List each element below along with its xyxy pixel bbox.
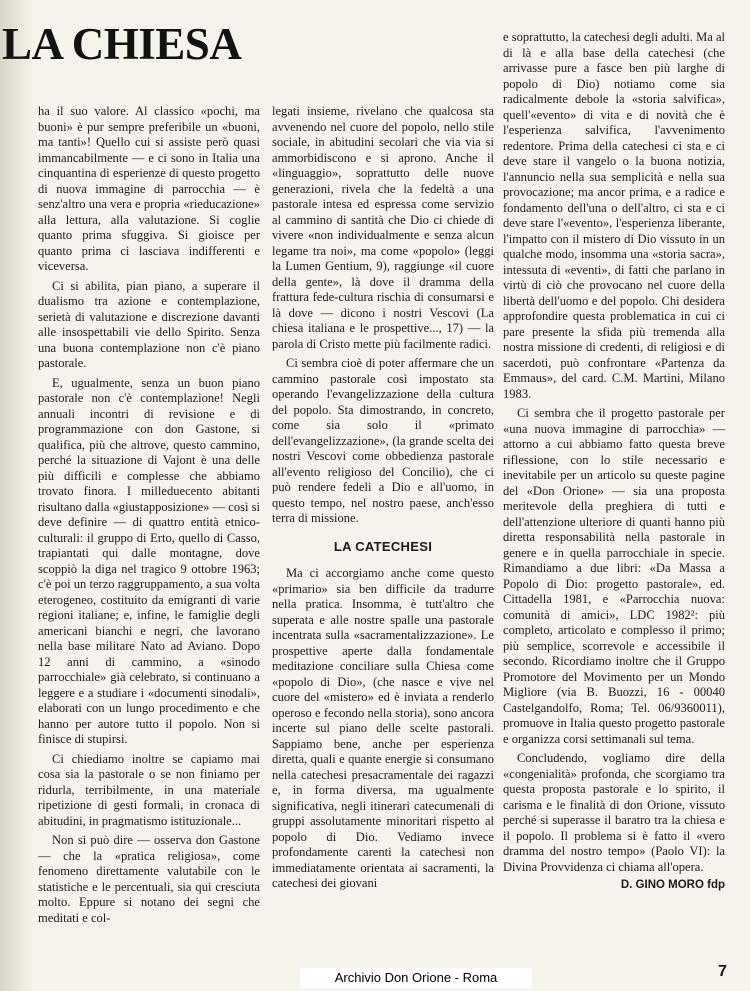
paragraph: Ma ci accorgiamo anche come questo «primario» sia ben difficile da tradurre nella pratica. Insomma, è tutt'altro che superata e alle nostre spalle una pastorale incentrata sulla «sacramentalizzazione». Le prospettive aperte dalla fondamentale meditazione conciliare sulla Chiesa come «popolo di Dio», (che nasce e vive nel cuore del «mistero» ed è inviata a renderlo operoso e fecondo nella storia), sono ancora incerte sul piano delle scelte pastorali. Sappiamo bene, anche per esperienza diretta, quali e quante energie si consumano nella catechesi presacramentale dei ragazzi e, in forma diversa, ma ugualmente significativa, negli itinerari catecumenali di gruppi assolutamente minoritari rispetto al popolo di Dio. Vediamo invece profondamente carenti la catechesi non immediatamente orientata ai sacramenti, la catechesi dei giovani — [272, 566, 494, 890]
paragraph: e soprattutto, la catechesi degli adulti. Ma al di là e alla base della catechesi (che arrivasse pure a fasce ben più larghe di popolo di Dio) notiamo come sia radicalmente debole la «storia salvifica», quell'«evento» di vita e di novità che è l'esperienza salvifica, l'avvenimento redentore. Prima della catechesi ci sta e ci deve stare il vangelo o la buona notizia, l'annuncio nella sua semplicità e nella sua provocazione; ma ancor prima, e a radice e fondamento dell'una o dell'altro, ci sta e ci deve stare l'«evento», l'esperienza liberante, l'impatto con il mistero di Dio vissuto in un qualche modo, insomma una «storia sacra», intessuta di «eventi», di fatti che parlano in virtù di ciò che provocano nel cuore della libertà dell'uomo e del popolo. Chi desidera approfondire questa problematica in cui ci pare presente la sfida più tremenda alla nostra missione di credenti, di religiosi e di sacerdoti, può confrontare «Partenza da Emmaus», del card. C.M. Martini, Milano 1983. — [503, 30, 725, 401]
page-number: 7 — [718, 963, 727, 980]
section-subheading: LA CATECHESI — [333, 538, 433, 554]
paragraph: E, ugualmente, senza un buon piano pastorale non c'è contemplazione! Negli annuali incontri di revisione e di programmazione con don Gastone, si qualifica, più che altrove, questo cammino, perché la situazione di Vajont è una delle più difficili e complesse che abbiamo trovato finora. I milleduecento abitanti risultano dalla «giustapposizione» — così si deve definire — di quattro entità etnico-culturali: il gruppo di Erto, quello di Casso, trapiantati qui dalle montagne, dove scoppiò la diga nel tragico 9 ottobre 1963; c'è poi un terzo raggruppamento, a sua volta eterogeneo, costituito da emigranti di varie regioni italiane; e, infine, le famiglie degli americani bianchi e negri, che lavorano nella base militare Nato ad Aviano. Dopo 12 anni di cammino, a «sinodo parrocchiale» già celebrato, si continuano a leggere e a studiare i «documenti sinodali», elaborati con un lungo procedimento e che hanno per autore tutto il popolo. Non si finisce di stupirsi. — [38, 375, 260, 746]
paragraph: Ci sembra cioè di poter affermare che un cammino pastorale così impostato sta operando l'evangelizzazione della cultura del popolo. Sta dimostrando, in concreto, come sia solo il «primato dell'evangelizzazione», (la grande scelta dei nostri Vescovi come obbedienza pastorale all'evento religioso del Concilio), che ci può rendere fedeli a Dio e all'uomo, in questo tempo, nel nostro paese, anch'esso terra di missione. — [272, 356, 494, 525]
paragraph: Concludendo, vogliamo dire della «congenialità» profonda, che scorgiamo tra questa proposta pastorale e lo spirito, il carisma e le finalità di don Orione, vissuto perché si superasse il baratro tra la chiesa e il popolo. Il problema si è fatto il «vero dramma del nostro tempo» (Paolo VI): la Divina Provvidenza ci chiama all'opera. — [503, 751, 725, 874]
column-2 — [272, 104, 494, 896]
paragraph: Non si può dire — osserva don Gastone — che la «pratica religiosa», come fenomeno direttamente valutabile con le statistiche e le percentuali, sia qui cresciuta molto. Eppure si notano dei segni che meditati e col- — [38, 833, 260, 925]
paragraph: Ci chiediamo inoltre se capiamo mai cosa sia la pastorale o se non finiamo per ridurla, terribilmente, in una materiale ripetizione di gesti formali, in cronaca di abitudini, in pragmatismo istituzionale... — [38, 751, 260, 828]
paragraph: legati insieme, rivelano che qualcosa sta avvenendo nel cuore del popolo, nello stile sociale, in abitudini secolari che via via si ammorbidiscono e si aprono. Anche il «linguaggio», soprattutto delle nuove generazioni, rivela che la fedeltà a una pastorale intesa ed espressa come servizio al cammino di santità che Dio ci chiede di vivere «non individualmente e senza alcun legame tra noi», ma come «popolo» (leggi la Lumen Gentium, 9), raggiunge «il cuore della gente», là dove il dramma della frattura fede-cultura rischia di consumarsi e là dove — dicono i nostri Vescovi (La chiesa italiana e le prospettive..., 17) — la parola di Cristo mette più facilmente radici. — [272, 104, 494, 351]
page-gutter — [0, 0, 34, 991]
paragraph: ha il suo valore. Al classico «pochi, ma buoni» è pur sempre preferibile un «buoni, ma tanti»! Quello cui si assiste però quasi immancabilmente — e ci sono in Italia una cinquantina di esperienze di questo progetto di nuova immagine di parrocchia — è senz'altro una vera e propria «rieducazione» alla lettura, alla valutazione. Si coglie quanto prima sfuggiva. Si gioisce per quanto prima ci lasciava indifferenti e viceversa. — [38, 104, 260, 273]
paragraph: Ci sembra che il progetto pastorale per «una nuova immagine di parrocchia» — attorno a cui abbiamo fatto questa breve riflessione, con lo stile necessario e inevitabile per un articolo su queste pagine del «Don Orione» — sia una proposta meritevole della preghiera di tutti e dell'attenzione ulteriore di quanti hanno più diretta responsabilità nella pastorale in genere e in quella parrocchiale in specie. Rimandiamo a due libri: «Da Massa a Popolo di Dio: progetto pastorale», ed. Cittadella 1981, e «Parrocchia nuova: comunità di amici», LDC 1982²: più completo, articolato e complesso il primo; più semplice, scorrevole e accessibile il secondo. Ricordiamo inoltre che il Gruppo Promotore del Movimento per un Mondo Migliore (via B. Buozzi, 16 - 00040 Castelgandolfo, Roma; Tel. 06/9360011), promuove in Italia questo progetto pastorale e organizza corsi settimanali sul tema. — [503, 406, 725, 746]
paragraph: Ci si abilita, pian piano, a superare il dualismo tra azione e contemplazione, serietà di valutazione e discrezione davanti alle insospettabili vie dello Spirito. Senza una buona contemplazione non c'è piano pastorale. — [38, 278, 260, 370]
column-1 — [38, 104, 260, 930]
article-heading: LA CHIESA — [2, 19, 242, 69]
column-3 — [503, 30, 725, 894]
archive-watermark: Archivio Don Orione - Roma — [300, 968, 532, 988]
author-signature: D. GINO MORO fdp — [620, 879, 725, 891]
